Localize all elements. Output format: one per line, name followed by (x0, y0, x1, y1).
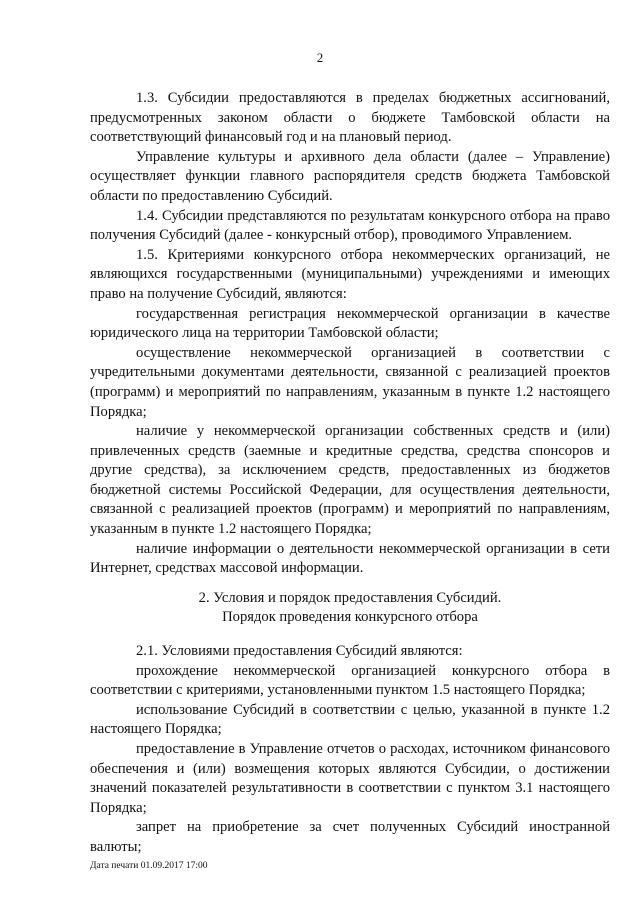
paragraph-1-4: 1.4. Субсидии представляются по результатам конкурсного отбора на право получения Субсидий (далее - конкурсный отбор), проводимого Управлением. (90, 207, 610, 244)
criterion-activity: осуществление некоммерческой организацией в соответствии с учредительными документами деятельности, связанной с реализацией проектов (программ) и мероприятий по направлениям, указанным в пункте 1.2 настоящего Порядка; (90, 344, 610, 420)
condition-currency-ban: запрет на приобретение за счет полученных Субсидий иностранной валюты; (90, 819, 610, 855)
section-2-heading (90, 589, 610, 628)
criterion-information: наличие информации о деятельности некоммерческой организации в сети Интернет, средствах массовой информации. (90, 540, 610, 577)
paragraph-1-5: 1.5. Критериями конкурсного отбора некоммерческих организаций, не являющихся государственными (муниципальными) учреждениями и имеющих право на получение Субсидий, являются: (90, 246, 610, 302)
document-body (90, 89, 610, 858)
condition-purpose: использование Субсидий в соответствии с целью, указанной в пункте 1.2 настоящего Порядка; (90, 701, 610, 738)
paragraph-administrator: Управление культуры и архивного дела области (далее – Управление) осуществляет функции главного распорядителя средств бюджета Тамбовской области по предоставлению Субсидий. (90, 148, 610, 204)
print-date-footer: Дата печати 01.09.2017 17:00 (90, 861, 208, 871)
section-heading-line-2: Порядок проведения конкурсного отбора (222, 609, 478, 626)
paragraph-1-3: 1.3. Субсидии предоставляются в пределах бюджетных ассигнований, предусмотренных законом области о бюджете Тамбовской области на соответствующий финансовый год и на плановый период. (90, 90, 610, 146)
paragraph-2-1: 2.1. Условиями предоставления Субсидий являются: (136, 643, 463, 660)
criterion-registration: государственная регистрация некоммерческой организации в качестве юридического лица на территории Тамбовской области; (90, 305, 610, 342)
page-number: 2 (316, 50, 324, 65)
criterion-own-funds: наличие у некоммерческой организации собственных средств и (или) привлеченных средств (заемные и кредитные средства, средства спонсоров и другие средства), за исключением средств, предоставленных из бюджетов бюджетной системы Российской Федерации, для осуществления деятельности, связанной с реализацией проектов (программ) и мероприятий по направлениям, указанным в пункте 1.2 настоящего Порядка; (90, 423, 610, 538)
condition-reports: предоставление в Управление отчетов о расходах, источником финансового обеспечения и (или) возмещения которых являются Субсидии, о достижении значений показателей результативности в соответствии с пунктом 3.1 настоящего Порядка; (90, 741, 610, 816)
section-heading-line-1: 2. Условия и порядок предоставления Субсидий. (198, 589, 502, 606)
condition-selection: прохождение некоммерческой организацией конкурсного отбора в соответствии с критериями, установленными пунктом 1.5 настоящего Порядка; (90, 662, 610, 699)
